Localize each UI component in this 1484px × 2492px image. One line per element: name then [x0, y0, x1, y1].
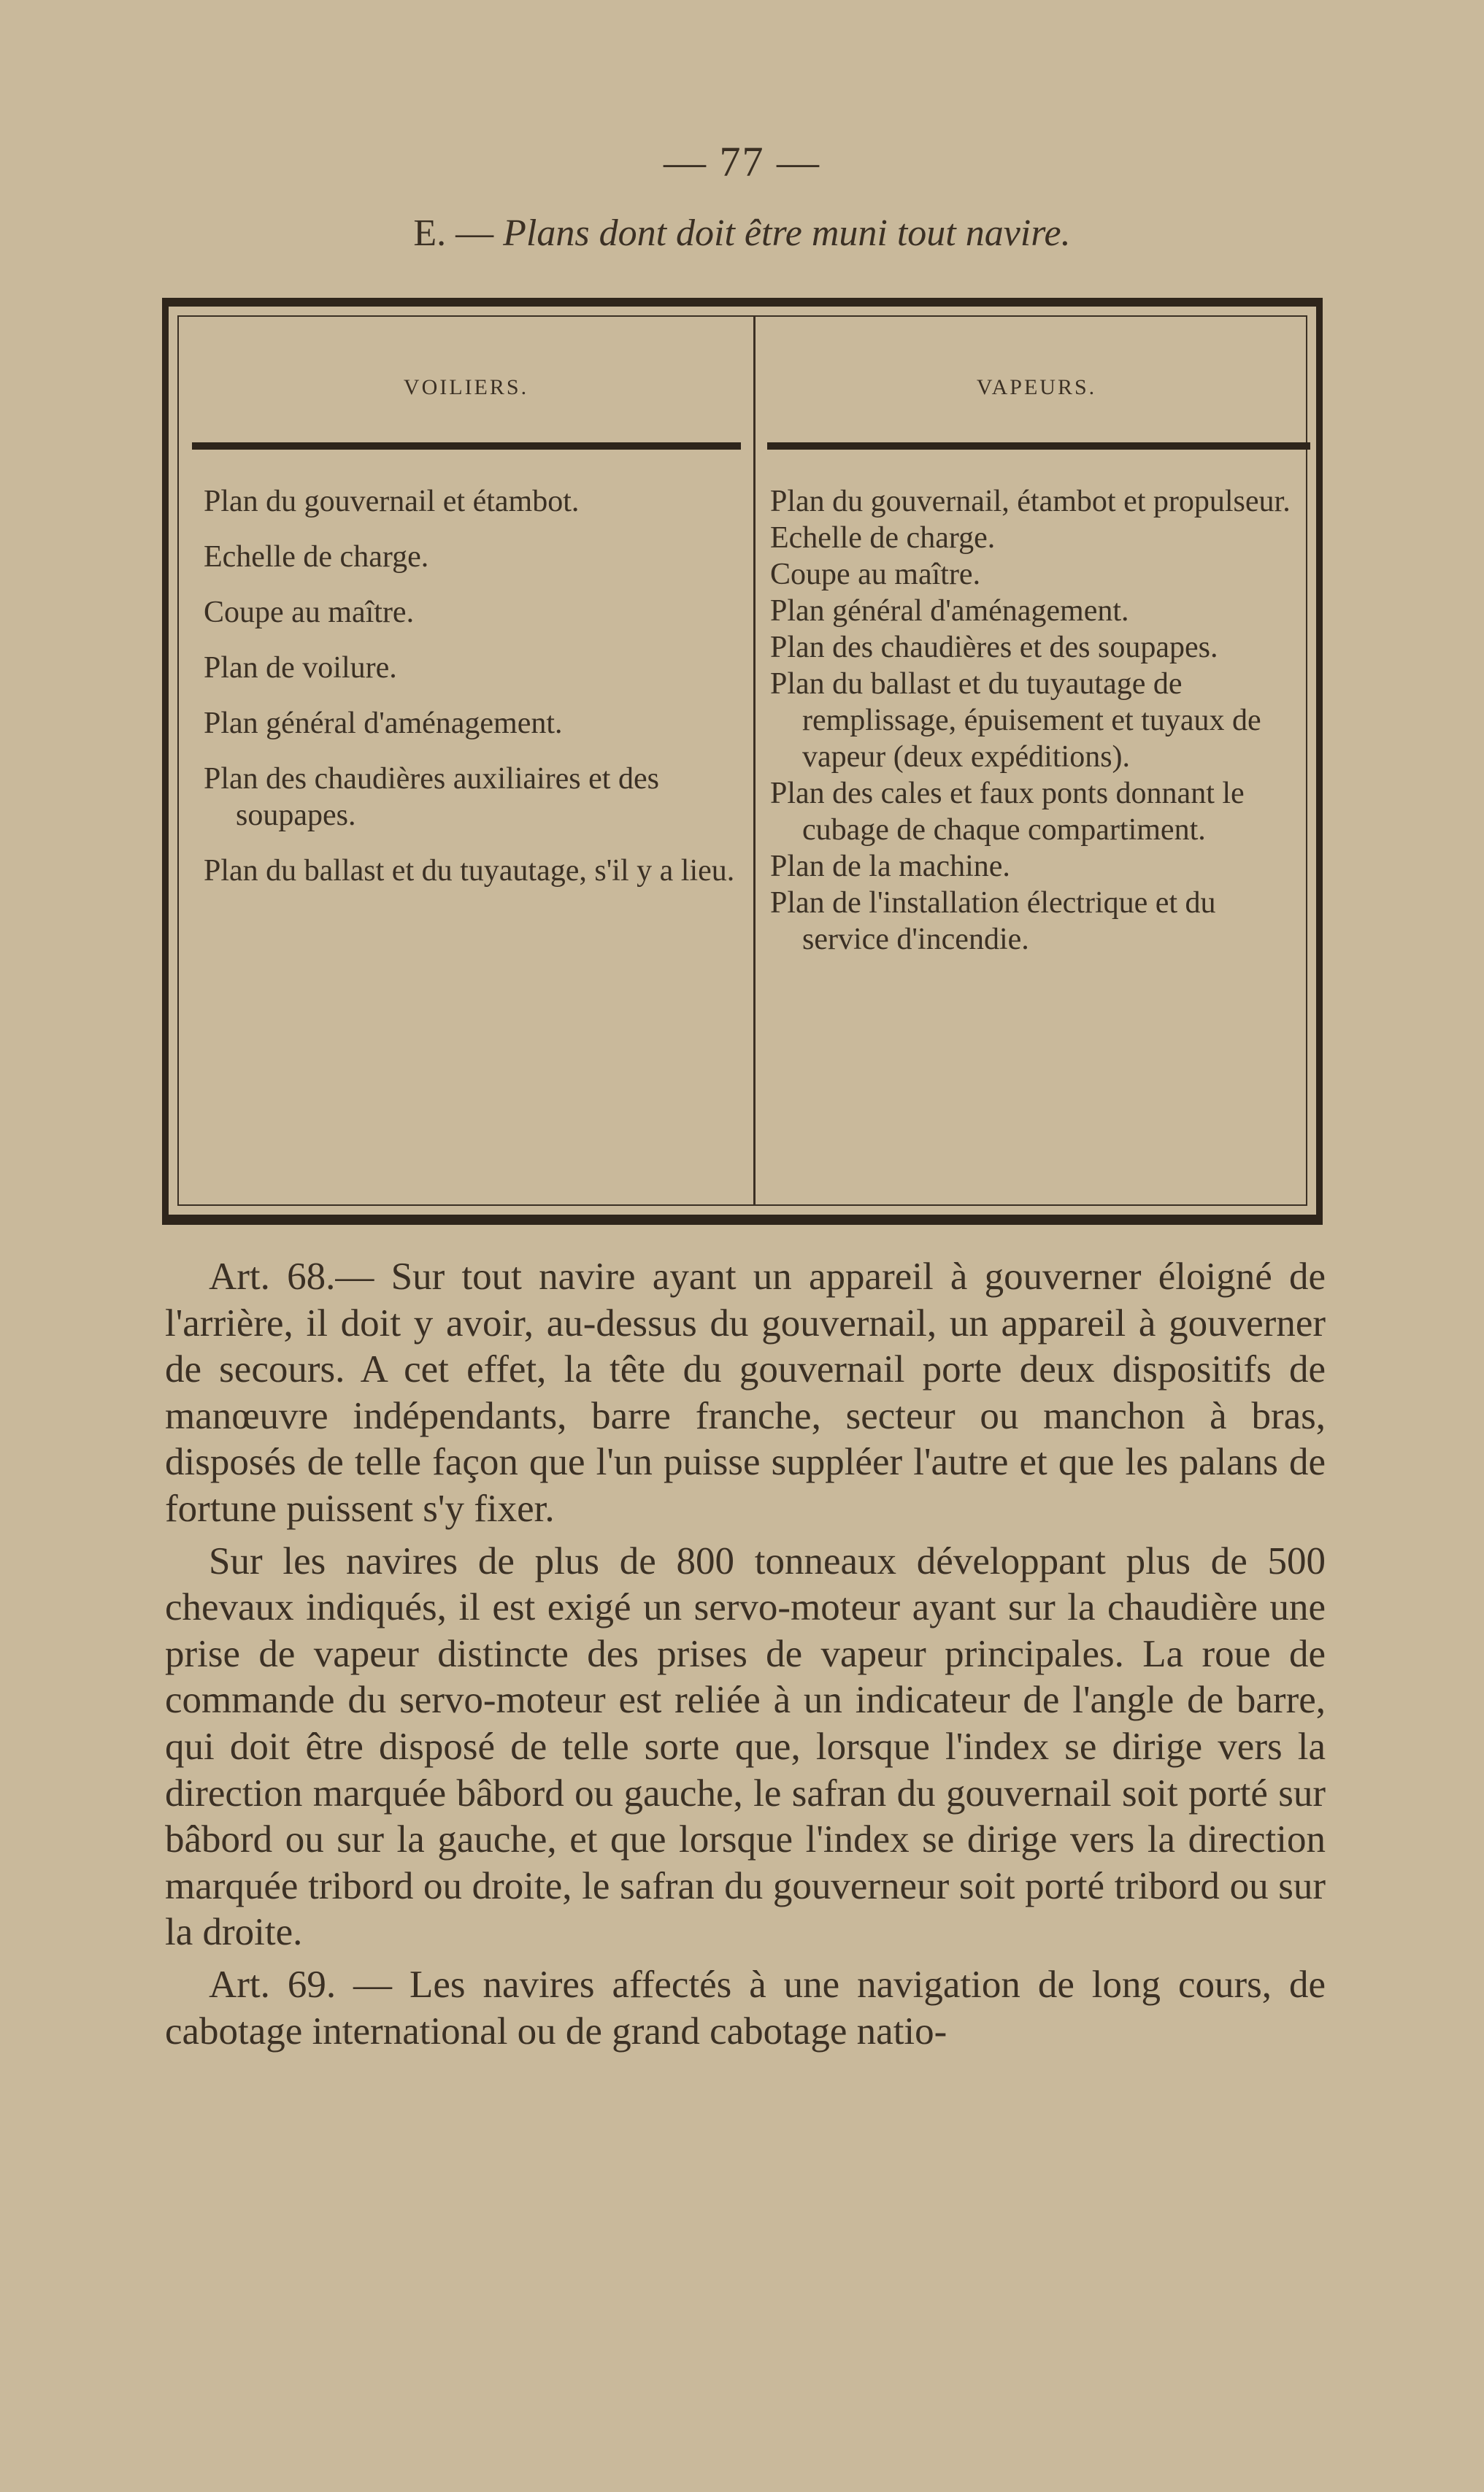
list-item: Plan de l'installation électrique et du service d'incendie. [770, 886, 1216, 956]
list-item: Plan du gouvernail et étambot. [204, 485, 580, 518]
header-rule-left [192, 442, 741, 450]
paragraph-art-68: Art. 68.— Sur tout navire ayant un appareil à gouverner éloigné de l'arrière, il doit y avoir, au-dessus du gouvernail, un appareil à gouverner de secours. A cet effet, la tête du gouvernail porte deux dispositifs de manœuvre indépendants, barre franche, secteur ou manchon à bras, disposés de telle façon que l'un puisse suppléer l'autre et que les palans de fortune puissent s'y fixer. [165, 1255, 1326, 1530]
column-divider [753, 317, 756, 1204]
paragraph-servo-moteur: Sur les navires de plus de 800 tonneaux développant plus de 500 chevaux indiqués, il est exigé un servo-moteur ayant sur la chaudière une prise de vapeur distincte des prises de vapeur principales. La roue de commande du servo-moteur est reliée à un indicateur de l'angle de barre, qui doit être disposé de telle sorte que, lorsque l'index se dirige vers la direction marquée bâbord ou gauche, le safran du gouvernail soit porté sur bâbord ou sur la gauche, et que lorsque l'index se dirige vers la direction marquée tribord ou droite, le safran du gouverneur soit porté tribord ou sur la droite. [165, 1539, 1326, 1954]
list-item: Echelle de charge. [204, 540, 429, 574]
list-item: Echelle de charge. [770, 521, 996, 555]
heading-title: Plans dont doit être muni tout navire. [503, 212, 1071, 254]
header-rule-right [767, 442, 1310, 450]
list-item: Plan du gouvernail, étambot et propulseur. [770, 485, 1291, 518]
list-item: Plan des chaudières auxiliaires et des soupapes. [204, 762, 659, 832]
page-number: — 77 — [664, 138, 820, 185]
list-item: Plan de voilure. [204, 651, 397, 685]
column-voiliers [204, 483, 737, 908]
column-vapeurs [770, 483, 1309, 958]
list-item: Coupe au maître. [770, 558, 981, 591]
list-item: Plan du ballast et du tuyautage de remplissage, épuisement et tuyaux de vapeur (deux expéditions). [770, 667, 1261, 774]
column-header-vapeurs: VAPEURS. [976, 375, 1097, 399]
list-item: Plan général d'aménagement. [770, 594, 1129, 628]
list-item: Plan des cales et faux ponts donnant le cubage de chaque compartiment. [770, 777, 1245, 847]
list-item: Plan des chaudières et des soupapes. [770, 631, 1218, 664]
list-item: Coupe au maître. [204, 596, 415, 629]
list-item: Plan général d'aménagement. [204, 707, 563, 740]
paragraph-art-69: Art. 69. — Les navires affectés à une navigation de long cours, de cabotage international ou de grand cabotage natio- [165, 1963, 1326, 2053]
heading-letter: E. — [413, 212, 494, 254]
list-item: Plan du ballast et du tuyautage, s'il y a lieu. [204, 854, 735, 888]
table-inner-border [177, 315, 1307, 1206]
column-header-voiliers: VOILIERS. [403, 375, 529, 399]
section-heading [0, 212, 1484, 255]
body-text [165, 1254, 1326, 2061]
list-item: Plan de la machine. [770, 850, 1010, 883]
plans-table [162, 298, 1323, 1225]
